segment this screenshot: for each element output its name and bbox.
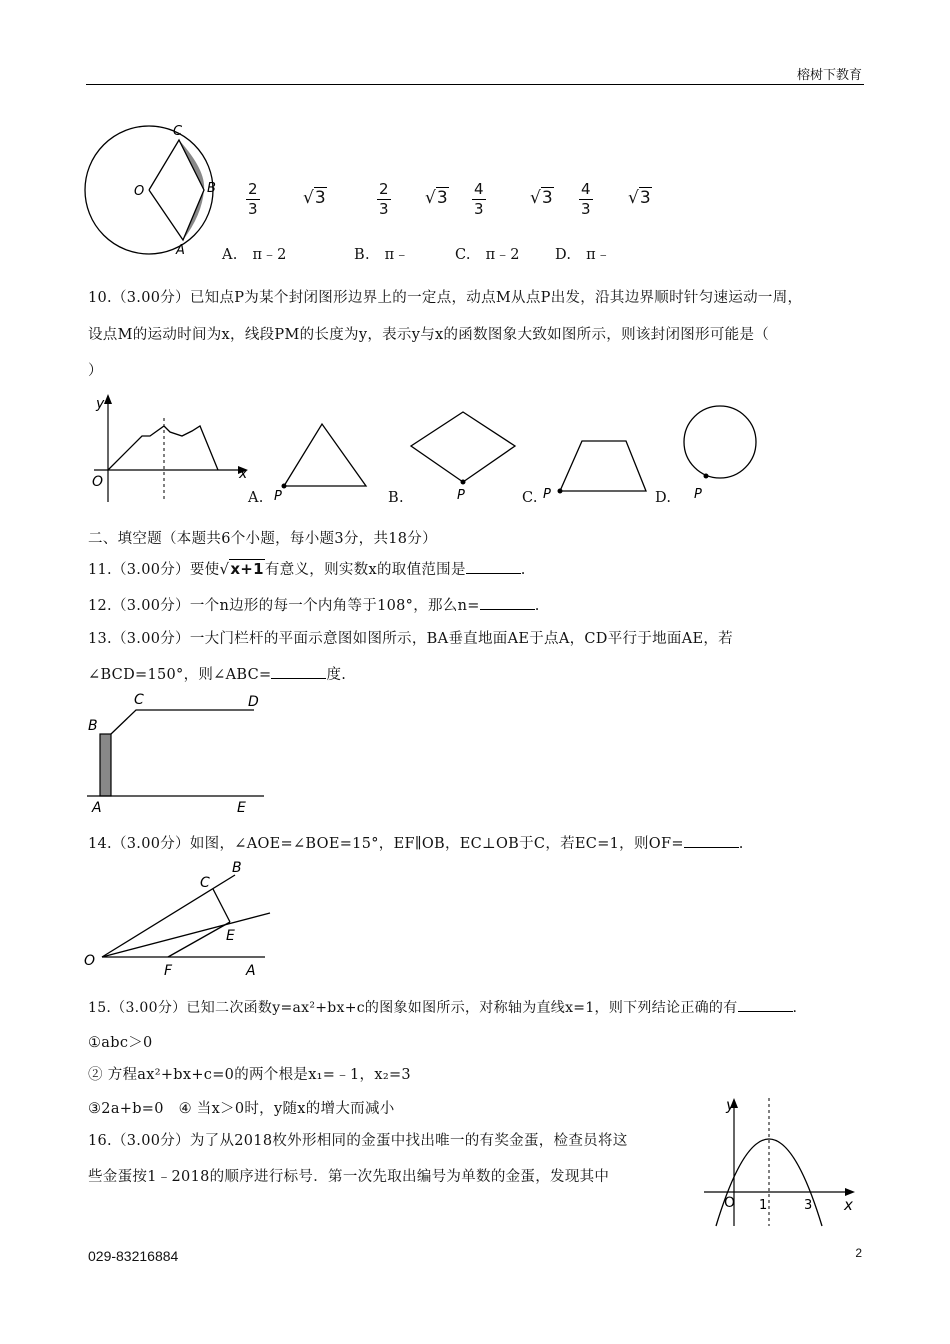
q10-option-b: B. [388, 490, 404, 506]
q10-rhombus-figure [405, 408, 520, 503]
q10-line2: 设点M的运动时间为x，线段PM的长度为y，表示y与x的函数图象大致如图所示，则该封闭图形可能是（ [88, 327, 770, 343]
q9-label-b: B [207, 181, 216, 196]
q9-option-a: A. π﹣2 [222, 247, 287, 263]
q10-point-c: P [543, 487, 551, 502]
q9-sqrt-4: √3 [628, 188, 651, 208]
q9-circle-figure [84, 120, 224, 260]
q13-label-c: C [134, 692, 144, 708]
q9-sqrt-3: √3 [530, 188, 553, 208]
q11-answer-blank[interactable] [466, 561, 521, 574]
q14-label-e: E [226, 928, 235, 944]
q9-frac-1: $\frac{2}{3}$ [248, 180, 258, 218]
q10-axis-x: x [239, 466, 248, 482]
q15-parabola-graph [700, 1090, 865, 1230]
q15-tick-1: 1 [759, 1198, 768, 1213]
q10-line3: ） [88, 363, 103, 379]
q16-line2: 些金蛋按1﹣2018的顺序进行标号．第一次先取出编号为单数的金蛋，发现其中 [88, 1169, 610, 1185]
q9-frac-3: $\frac{4}{3}$ [474, 180, 484, 218]
footer-page-number: 2 [855, 1246, 862, 1260]
q10-axis-y: y [96, 396, 105, 412]
q12: 12.（3.00分）一个n边形的每一个内角等于108°，那么n= . [88, 598, 540, 614]
q13-label-e: E [237, 800, 246, 816]
q10-origin: O [92, 474, 104, 490]
q9-frac-4: $\frac{4}{3}$ [581, 180, 591, 218]
q15-item3: ③2a+b=0 ④ 当x＞0时，y随x的增大而减小 [88, 1101, 395, 1117]
q15-origin: O [724, 1195, 736, 1211]
q9-option-c: C. π﹣2 [455, 247, 520, 263]
footer-phone: 029-83216884 [88, 1248, 179, 1264]
q13-label-d: D [248, 694, 259, 710]
q13-gate-figure [84, 688, 274, 816]
q16-line1: 16.（3.00分）为了从2018枚外形相同的金蛋中找出唯一的有奖金蛋，检查员将这 [88, 1133, 628, 1149]
q10-triangle-figure [268, 418, 373, 503]
q9-sqrt-2: √3 [425, 188, 448, 208]
q9-label-a: A [176, 243, 185, 258]
q15-axis-y: y [726, 1096, 735, 1114]
q10-point-b: P [457, 488, 465, 503]
q10-point-a: P [274, 489, 282, 503]
q10-option-a: A. [248, 490, 264, 506]
section2-title: 二、填空题（本题共6个小题，每小题3分，共18分） [88, 531, 437, 547]
q9-option-b: B. π﹣ [354, 247, 410, 263]
q9-option-d: D. π﹣ [555, 247, 611, 263]
q10-function-graph [86, 390, 256, 510]
q15-answer-blank[interactable] [738, 999, 793, 1012]
q14-label-f: F [164, 963, 173, 979]
q15: 15.（3.00分）已知二次函数y=ax²+bx+c的图象如图所示，对称轴为直线x=1，则下列结论正确的有 . [88, 1000, 798, 1016]
q12-answer-blank[interactable] [480, 597, 535, 610]
q9-sqrt-1: √3 [303, 188, 326, 208]
q14-label-a: A [246, 963, 256, 979]
q15-item1: ①abc＞0 [88, 1035, 153, 1051]
q14-answer-blank[interactable] [684, 835, 739, 848]
q14-label-o: O [84, 953, 96, 969]
q14-label-b: B [232, 860, 242, 876]
q13-label-a: A [92, 800, 102, 816]
q13-line2: ∠BCD=150°，则∠ABC= 度. [88, 667, 347, 683]
header-brand: 榕树下教育 [796, 68, 862, 83]
q14-label-c: C [200, 875, 210, 891]
q10-line1: 10.（3.00分）已知点P为某个封闭图形边界上的一定点，动点M从点P出发，沿其边界顺时针匀速运动一周， [88, 290, 803, 306]
q10-trapezoid-figure [540, 436, 655, 506]
q10-option-d: D. [655, 490, 672, 506]
q15-axis-x: x [844, 1196, 853, 1214]
q15-item2: ② 方程ax²+bx+c=0的两个根是x₁=﹣1，x₂=3 [88, 1067, 411, 1083]
q10-circle-figure [680, 402, 770, 502]
q13-line1: 13.（3.00分）一大门栏杆的平面示意图如图所示，BA垂直地面AE于点A，CD平行于地面AE，若 [88, 631, 733, 647]
q9-frac-2: $\frac{2}{3}$ [379, 180, 389, 218]
header-rule [86, 84, 864, 85]
q10-point-d: P [694, 487, 702, 502]
q14-angle-figure [80, 855, 280, 980]
q15-tick-3: 3 [804, 1198, 813, 1213]
q9-label-c: C [173, 124, 183, 139]
q14: 14.（3.00分）如图，∠AOE=∠BOE=15°，EF∥OB，EC⊥OB于C，若EC=1，则OF= . [88, 836, 744, 852]
q13-answer-blank[interactable] [271, 666, 326, 679]
q13-label-b: B [88, 718, 98, 734]
q10-option-c: C. [522, 490, 538, 506]
q11: 11.（3.00分）要使√x+1有意义，则实数x的取值范围是 . [88, 560, 526, 578]
q9-label-o: O [134, 184, 145, 199]
